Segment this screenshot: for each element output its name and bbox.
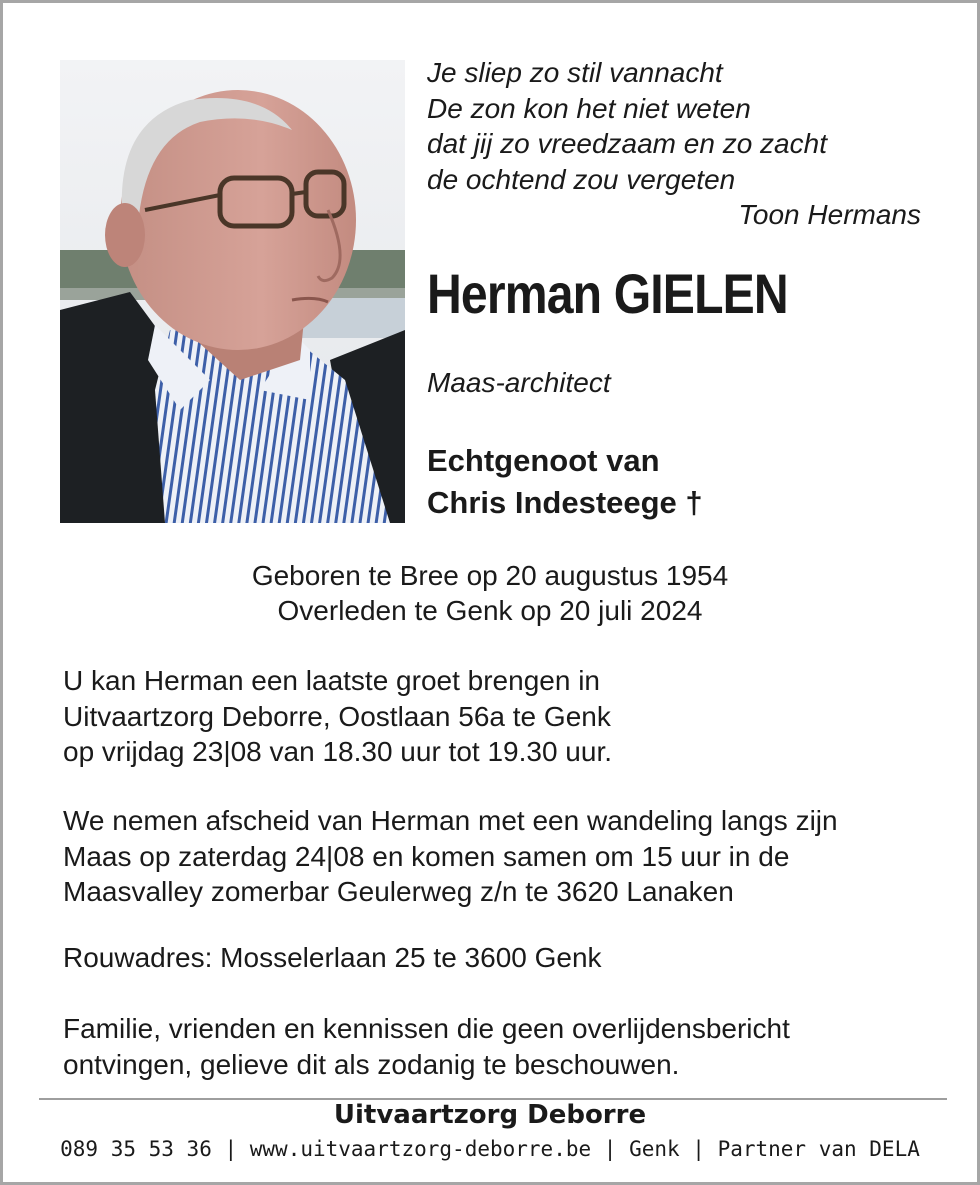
farewell-line: Maasvalley zomerbar Geulerweg z/n te 3620 Lanaken — [63, 876, 734, 907]
deceased-role: Maas-architect — [427, 367, 611, 398]
poem-line: de ochtend zou vergeten — [427, 163, 736, 195]
farewell-line: We nemen afscheid van Herman met een wandeling langs zijn — [63, 805, 838, 836]
notice-paragraph — [63, 1011, 943, 1082]
mourning-address: Rouwadres: Mosselerlaan 25 te 3600 Genk — [63, 942, 602, 973]
notice-line: ontvingen, gelieve dit als zodanig te beschouwen. — [63, 1048, 680, 1080]
notice-line: Familie, vrienden en kennissen die geen overlijdensbericht — [63, 1013, 790, 1044]
farewell-line: Maas op zaterdag 24|08 en komen samen om 15 uur in de — [63, 840, 790, 872]
funeral-home-contact: 089 35 53 36 | www.uitvaartzorg-deborre.be | Genk | Partner van DELA — [60, 1137, 920, 1161]
deceased-name: Herman GIELEN — [427, 262, 788, 325]
poem-line: De zon kon het niet weten — [427, 92, 751, 124]
spouse-line: Echtgenoot van — [427, 443, 660, 478]
poem-line: dat jij zo vreedzaam en zo zacht — [427, 128, 827, 159]
life-dates — [3, 558, 977, 628]
portrait-photo — [60, 60, 405, 523]
funeral-home-name: Uitvaartzorg Deborre — [333, 1100, 647, 1130]
spouse-line: Chris Indesteege † — [427, 485, 703, 520]
visitation-paragraph — [63, 663, 943, 770]
poem-line: Je sliep zo stil vannacht — [427, 57, 723, 88]
visitation-line: U kan Herman een laatste groet brengen in — [63, 665, 600, 696]
visitation-line: Uitvaartzorg Deborre, Oostlaan 56a te Genk — [63, 700, 611, 732]
death-date: Overleden te Genk op 20 juli 2024 — [277, 595, 703, 626]
farewell-paragraph — [63, 803, 943, 910]
poem-author: Toon Hermans — [738, 199, 921, 230]
visitation-line: op vrijdag 23|08 van 18.30 uur tot 19.30 uur. — [63, 736, 613, 767]
birth-date: Geboren te Bree op 20 augustus 1954 — [251, 560, 729, 591]
poem — [427, 55, 923, 233]
spouse-info — [427, 440, 703, 524]
